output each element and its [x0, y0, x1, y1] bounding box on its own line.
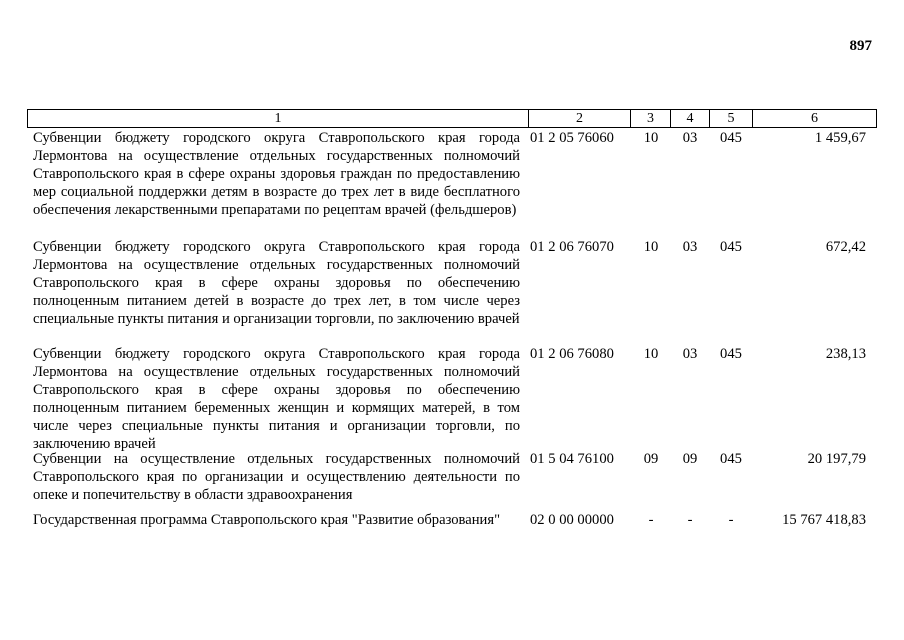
header-col-4: 4	[671, 110, 710, 128]
row-description: Субвенции на осуществление отдельных государственных полномочий Ставропольского края по организации и осуществлению деятельности по опеке и попечительству в области здравоохранения	[33, 451, 520, 503]
row-code: 01 2 06 76070	[530, 239, 614, 255]
page-number: 897	[849, 38, 872, 54]
row-col3: 10	[643, 346, 659, 362]
row-amount: 1 459,67	[814, 130, 866, 146]
header-col-3: 3	[631, 110, 671, 128]
row-col4: 03	[682, 130, 698, 146]
row-col4: -	[687, 512, 693, 528]
row-amount: 238,13	[825, 346, 866, 362]
row-col3: 10	[643, 130, 659, 146]
row-code: 01 5 04 76100	[530, 451, 614, 467]
row-col4: 03	[682, 239, 698, 255]
row-description: Субвенции бюджету городского округа Ставропольского края города Лермонтова на осуществление отдельных государственных полномочий Ставропольского края в сфере охраны здоровья граждан по предоставлению мер социальной поддержки детям в возрасте до трех лет в виде бесплатного обеспечения лекарственными препаратами по рецептам врачей (фельдшеров)	[33, 130, 520, 218]
row-description: Государственная программа Ставропольского края "Развитие образования"	[33, 512, 501, 528]
row-col5: 045	[720, 239, 742, 255]
row-col5: 045	[720, 346, 742, 362]
header-col-6: 6	[753, 110, 877, 128]
row-col4: 03	[682, 346, 698, 362]
header-col-2: 2	[529, 110, 631, 128]
row-code: 01 2 05 76060	[530, 130, 614, 146]
row-amount: 672,42	[825, 239, 866, 255]
header-col-1: 1	[28, 110, 529, 128]
row-amount: 20 197,79	[807, 451, 866, 467]
row-description: Субвенции бюджету городского округа Ставропольского края города Лермонтова на осуществление отдельных государственных полномочий Ставропольского края в сфере охраны здоровья по обеспечению полноценным питанием беременных женщин и кормящих матерей, в том числе через специальные пункты питания и организации торговли, по заключению врачей	[33, 346, 520, 452]
row-col3: 10	[643, 239, 659, 255]
row-col4: 09	[682, 451, 698, 467]
row-amount: 15 767 418,83	[782, 512, 866, 528]
row-col3: 09	[643, 451, 659, 467]
row-col3: -	[648, 512, 654, 528]
row-col5: -	[728, 512, 734, 528]
header-col-5: 5	[710, 110, 753, 128]
row-code: 02 0 00 00000	[530, 512, 614, 528]
row-code: 01 2 06 76080	[530, 346, 614, 362]
row-description: Субвенции бюджету городского округа Ставропольского края города Лермонтова на осуществление отдельных государственных полномочий Ставропольского края в сфере охраны здоровья по обеспечению полноценным питанием детей в возрасте до трех лет, в том числе через специальные пункты питания и организации торговли, по заключению врачей	[33, 239, 520, 327]
row-col5: 045	[720, 451, 742, 467]
table-header	[27, 109, 877, 128]
row-col5: 045	[720, 130, 742, 146]
